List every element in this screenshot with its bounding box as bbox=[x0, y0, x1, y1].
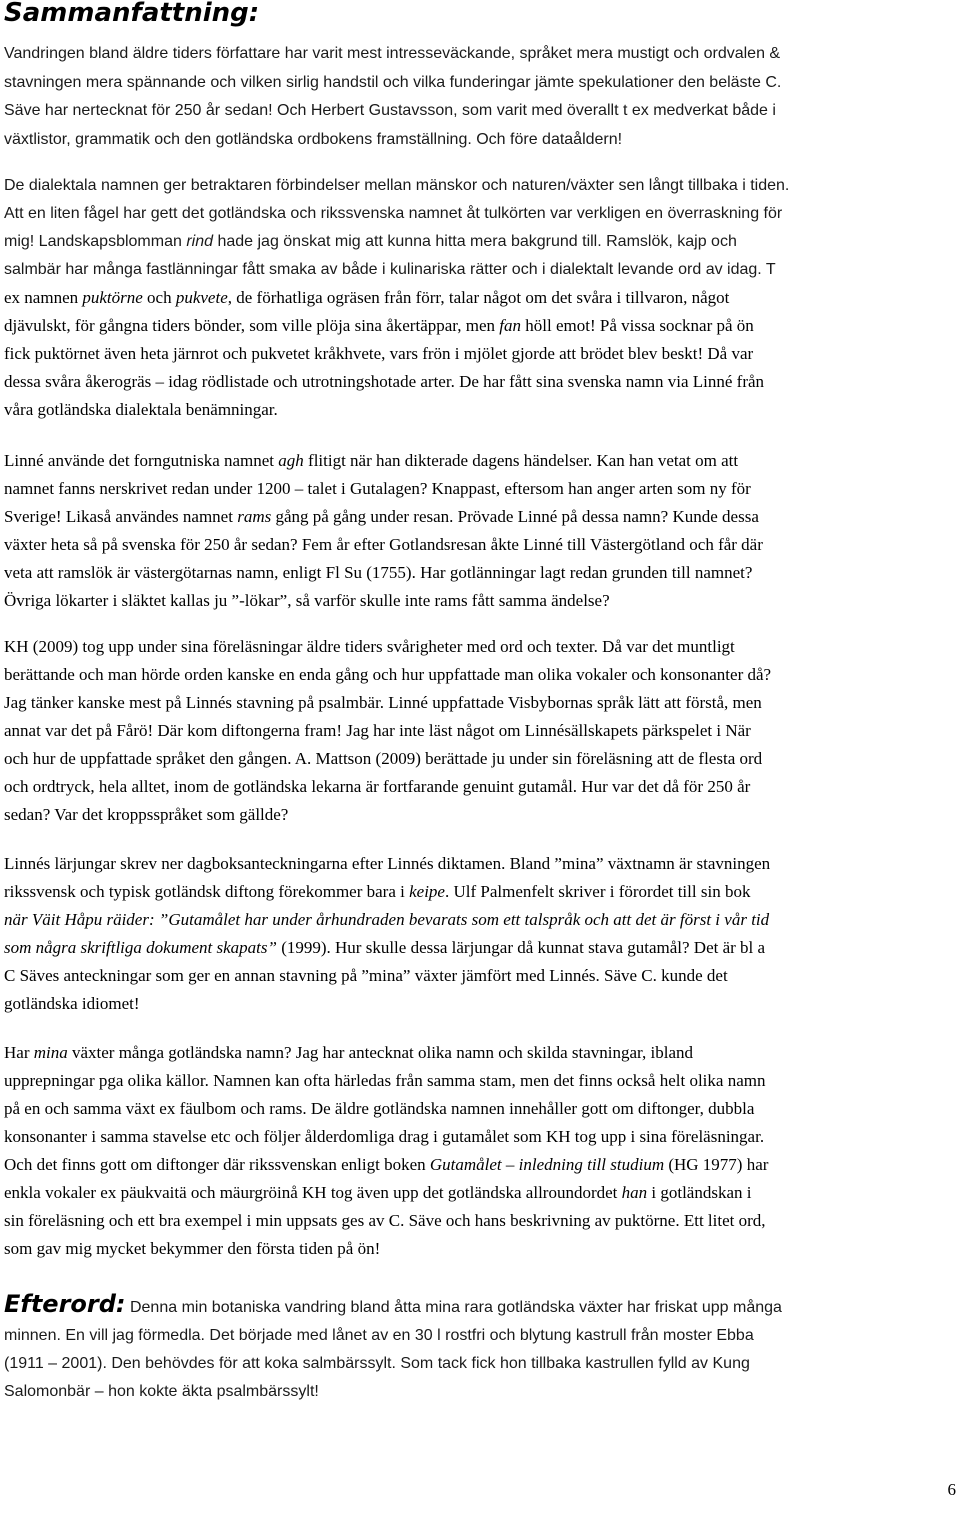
italic-term: agh bbox=[278, 451, 304, 470]
text-line: konsonanter i samma stavelse etc och följer ålderdomliga drag i gutamålet som KH tog upp i sina föreläsningar. bbox=[4, 1127, 765, 1146]
text-run: och bbox=[142, 288, 176, 307]
text-line: Linnés lärjungar skrev ner dagboksanteckningarna efter Linnés diktamen. Bland ”mina” växtnamn är stavningen bbox=[4, 854, 771, 873]
text-run: i gotländskan i bbox=[647, 1183, 752, 1202]
text-run: Har bbox=[4, 1043, 34, 1062]
text-run: enkla vokaler ex päukvaitä och mäurgröinå KH tog även upp det gotländska allroundordet bbox=[4, 1183, 622, 1202]
italic-term: rind bbox=[186, 233, 213, 250]
text-line: Jag tänker kanske mest på Linnés stavning på psalmbär. Linné uppfattade Visbybornas språk lätt att förstå, men bbox=[4, 693, 762, 712]
page-number: 6 bbox=[947, 1480, 956, 1499]
text-line: minnen. En vill jag förmedla. Det började med lånet av en 30 l rostfri och blytung kastrull från moster Ebba bbox=[4, 1327, 754, 1344]
text-line: Salomonbär – hon kokte äkta psalmbärssylt! bbox=[4, 1383, 319, 1400]
text-run: Denna min botaniska vandring bland åtta mina rara gotländska växter har friskat upp många bbox=[125, 1299, 782, 1316]
italic-title: Gutamålet – inledning till studium bbox=[429, 1155, 665, 1174]
text-run: (1999). Hur skulle dessa lärjungar då kunnat stava gutamål? Det är bl a bbox=[276, 938, 766, 957]
text-line: växtlistor, grammatik och den gotländska ordbokens framställning. Och före dataåldern! bbox=[4, 130, 623, 148]
text-line: salmbär har många fastlänningar fått smaka av både i kulinariska rätter och i dialektalt levande ord av idag. T bbox=[4, 261, 776, 278]
text-run: , de förhatliga ogräsen från förr, talar något om det svåra i tillvaron, något bbox=[227, 288, 730, 307]
italic-quote: när Väit Håpu räider: ”Gutamålet har under århundraden bevarats som ett talspråk och att det är först i vår tid bbox=[4, 910, 770, 929]
italic-term: rams bbox=[237, 507, 272, 526]
italic-quote: som några skriftliga dokument skapats” bbox=[4, 938, 277, 957]
text-run: växter många gotländska namn? Jag har antecknat olika namn och skilda stavningar, ibland bbox=[67, 1043, 694, 1062]
italic-term: mina bbox=[33, 1043, 68, 1062]
text-run: flitigt när han dikterade dagens händelser. Kan han vetat om att bbox=[303, 451, 739, 470]
text-line: gotländska idiomet! bbox=[4, 994, 140, 1013]
paragraph-mina-names bbox=[4, 1039, 952, 1263]
section-heading: Sammanfattning: bbox=[4, 0, 260, 28]
efterord-heading: Efterord: bbox=[4, 1290, 126, 1318]
paragraph-linne-agh bbox=[4, 447, 952, 615]
text-line: sin föreläsning och ett bra exempel i min uppsats ges av C. Säve och hans beskrivning av puktörne. Ett litet ord, bbox=[4, 1211, 766, 1230]
text-line: upprepningar pga olika källor. Namnen kan ofta härledas från samma stam, men det finns också helt olika namn bbox=[4, 1071, 766, 1090]
text-line: Att en liten fågel har gett det gotländska och rikssvenska namnet åt tulkörten var verkligen en överraskning för bbox=[4, 205, 783, 222]
paragraph-efterord bbox=[4, 1286, 952, 1406]
text-line: fick puktörnet även heta järnrot och pukvetet kråkhvete, vars frön i mjölet gjorde att brödet blev beskt! Då var bbox=[4, 344, 754, 363]
text-run: Och det finns gott om diftonger där rikssvenskan enligt boken bbox=[4, 1155, 430, 1174]
text-line: namnet fanns nerskrivet redan under 1200 – talet i Gutalagen? Knappast, eftersom han anger arten som ny för bbox=[4, 479, 751, 498]
text-line bbox=[4, 312, 952, 340]
text-run: mig! Landskapsblomman bbox=[4, 233, 187, 250]
text-line: KH (2009) tog upp under sina föreläsningar äldre tiders svårigheter med ord och texter. Då var det muntligt bbox=[4, 637, 735, 656]
text-line: och ordtryck, hela alltet, inom de gotländska lekarna är fortfarande genuint gutamål. Hur var det då för 250 år bbox=[4, 777, 751, 796]
text-run: rikssvensk och typisk gotländsk diftong förekommer bara i bbox=[4, 882, 410, 901]
text-line bbox=[4, 878, 952, 906]
paragraph-kh-lectures bbox=[4, 633, 952, 829]
text-line: som gav mig mycket bekymmer den första tiden på ön! bbox=[4, 1239, 381, 1258]
text-line: C Säves anteckningar som ger en annan stavning på ”mina” växter jämfört med Linnés. Säve C. kunde det bbox=[4, 966, 728, 985]
italic-term: fan bbox=[499, 316, 522, 335]
italic-term: keipe bbox=[409, 882, 445, 901]
text-run: ex namnen bbox=[4, 288, 83, 307]
text-line bbox=[4, 284, 952, 312]
text-line: Övriga lökarter i släktet kallas ju ”-lökar”, så varför skulle inte rams fått samma ändelse? bbox=[4, 591, 610, 610]
text-line: Säve har nertecknat för 250 år sedan! Och Herbert Gustavsson, som varit med överallt t ex medverkat både i bbox=[4, 102, 776, 119]
italic-term: han bbox=[621, 1183, 648, 1202]
text-line: våra gotländska dialektala benämningar. bbox=[4, 400, 278, 419]
text-line: veta att ramslök är västergötarnas namn, enligt Fl Su (1755). Har gotlänningar lagt redan grunden till namnet? bbox=[4, 563, 753, 582]
text-line: stavningen mera spännande och vilken sirlig handstil och vilka funderingar jämte spekulationer den beläste C. bbox=[4, 73, 782, 91]
paragraph-disciples bbox=[4, 850, 952, 1018]
paragraph-dialect-names bbox=[4, 172, 952, 424]
text-line: sedan? Var det kroppsspråket som gällde? bbox=[4, 805, 289, 824]
paragraph-intro bbox=[4, 40, 952, 154]
text-line: dessa svåra åkerogräs – idag rödlistade och utrotningshotade arter. De har fått sina svenska namn via Linné från bbox=[4, 372, 765, 391]
text-line bbox=[4, 1179, 952, 1207]
text-line: på en och samma växt ex fäulbom och rams. De äldre gotländska namnen innehåller gott om diftonger, dubbla bbox=[4, 1099, 755, 1118]
text-run: (HG 1977) har bbox=[664, 1155, 769, 1174]
text-line bbox=[4, 1151, 952, 1179]
text-line bbox=[4, 1286, 952, 1322]
text-run: höll emot! På vissa socknar på ön bbox=[521, 316, 754, 335]
text-line bbox=[4, 906, 952, 934]
italic-term: pukvete bbox=[175, 288, 228, 307]
text-line bbox=[4, 503, 952, 531]
text-line bbox=[4, 228, 952, 256]
text-line: växter heta så på svenska för 250 år sedan? Fem år efter Gotlandsresan åkte Linné till Västergötland och får där bbox=[4, 535, 763, 554]
text-line: och hur de uppfattade språket den gången. A. Mattson (2009) berättade ju under sin föreläsning att de flesta ord bbox=[4, 749, 763, 768]
italic-term: puktörne bbox=[82, 288, 143, 307]
text-line: berättande och man hörde orden kanske en enda gång och hur uppfattade man olika vokaler och konsonanter då? bbox=[4, 665, 772, 684]
text-run: djävulskt, för gångna tiders bönder, som ville plöja sina åkertäppar, men bbox=[4, 316, 500, 335]
text-line: annat var det på Fårö! Där kom diftongerna fram! Jag har inte läst något om Linnésällskapets pärkspelet i När bbox=[4, 721, 751, 740]
text-line bbox=[4, 447, 952, 475]
text-run: hade jag önskat mig att kunna hitta mera bakgrund till. Ramslök, kajp och bbox=[213, 233, 737, 250]
text-line: Vandringen bland äldre tiders författare har varit mest intresseväckande, språket mera mustigt och ordvalen & bbox=[4, 45, 781, 62]
text-line bbox=[4, 934, 952, 962]
text-line: De dialektala namnen ger betraktaren förbindelser mellan mänskor och naturen/växter sen långt tillbaka i tiden. bbox=[4, 177, 790, 194]
text-run: Linné använde det forngutniska namnet bbox=[4, 451, 279, 470]
text-line: (1911 – 2001). Den behövdes för att koka salmbärssylt. Som tack fick hon tillbaka kastrullen fylld av Kung bbox=[4, 1355, 750, 1372]
text-run: . Ulf Palmenfelt skriver i förordet till sin bok bbox=[444, 882, 751, 901]
text-line bbox=[4, 1039, 952, 1067]
text-run: Sverige! Likaså användes namnet bbox=[4, 507, 238, 526]
text-run: gång på gång under resan. Prövade Linné på dessa namn? Kunde dessa bbox=[271, 507, 759, 526]
